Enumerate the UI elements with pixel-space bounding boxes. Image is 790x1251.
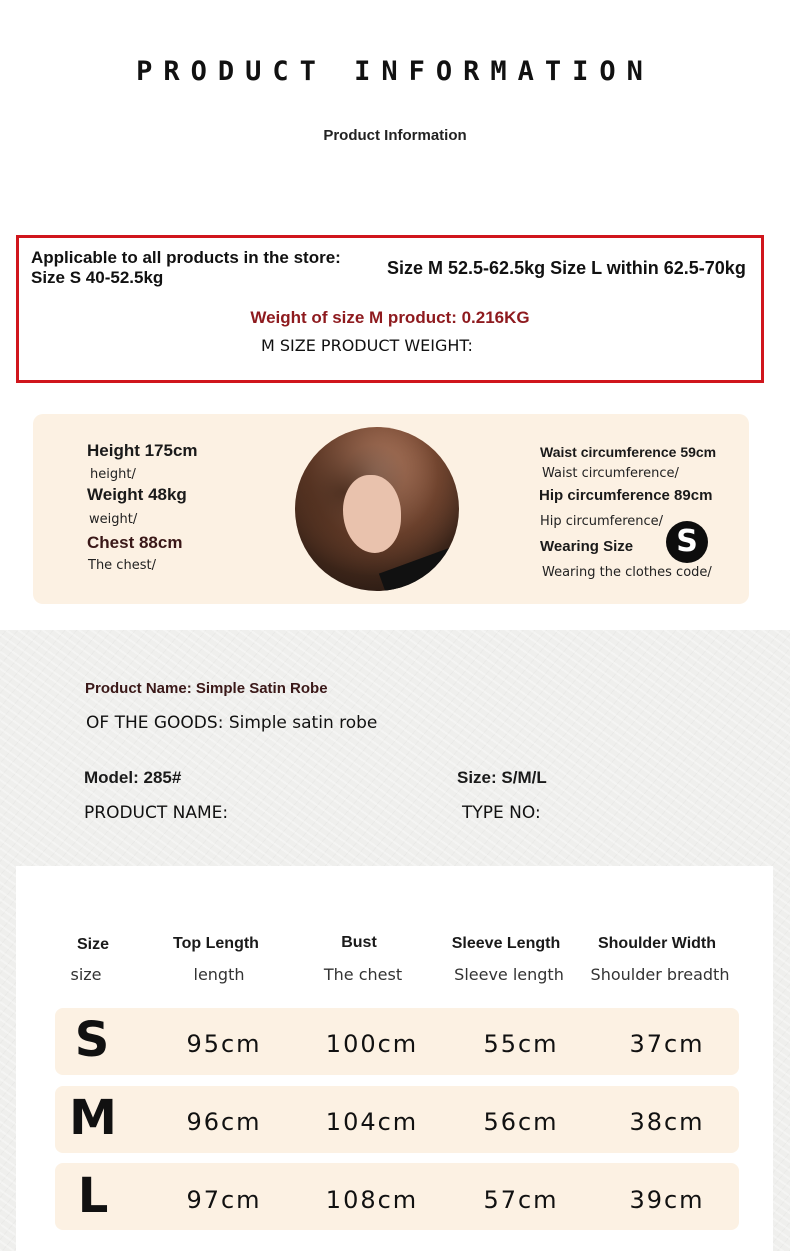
page-subtitle: Product Information [323, 127, 467, 144]
cell-top-length: 97cm [186, 1186, 262, 1214]
size-notice-box [16, 235, 764, 383]
product-sizes: Size: S/M/L [457, 768, 547, 787]
cell-shoulder: 37cm [629, 1030, 705, 1058]
wearing-size-badge: S [666, 521, 708, 563]
cell-shoulder: 39cm [629, 1186, 705, 1214]
cell-bust: 104cm [325, 1108, 419, 1136]
cell-bust: 108cm [325, 1186, 419, 1214]
notice-product-weight-en: M SIZE PRODUCT WEIGHT: [261, 336, 473, 355]
page-title: PRODUCT INFORMATION [136, 56, 654, 87]
col-header-sleeve-length: Sleeve Length [451, 935, 561, 952]
cell-bust: 100cm [325, 1030, 419, 1058]
product-name-value: OF THE GOODS: Simple satin robe [86, 713, 378, 733]
cell-sleeve: 55cm [483, 1030, 559, 1058]
model-weight: Weight 48kg [87, 485, 187, 504]
cell-sleeve: 57cm [483, 1186, 559, 1214]
model-measurements-card [33, 414, 749, 604]
cell-shoulder: 38cm [629, 1108, 705, 1136]
notice-product-weight: Weight of size M product: 0.216KG [250, 308, 530, 327]
model-wearing-size: Wearing Size [540, 538, 634, 555]
col-header-top-length: Top Length [173, 935, 259, 952]
cell-top-length: 96cm [186, 1108, 262, 1136]
product-name-label: Product Name: Simple Satin Robe [85, 680, 328, 697]
model-waist-sub: Waist circumference/ [542, 466, 679, 481]
col-header-size: Size [76, 936, 109, 953]
model-height: Height 175cm [87, 441, 198, 460]
model-waist: Waist circumference 59cm [540, 444, 717, 460]
col-subheader-size: size [70, 965, 102, 984]
model-chest-sub: The chest/ [88, 558, 156, 573]
col-header-shoulder-width: Shoulder Width [597, 935, 717, 952]
row-size-label: L [77, 1168, 109, 1224]
product-name-en: PRODUCT NAME: [84, 803, 229, 823]
model-hip-sub: Hip circumference/ [540, 514, 664, 529]
col-subheader-shoulder: Shoulder breadth [590, 965, 730, 984]
col-subheader-length: length [193, 965, 245, 984]
col-header-bust: Bust [341, 934, 377, 951]
row-size-label: S [74, 1012, 110, 1068]
model-height-sub: height/ [90, 467, 136, 482]
product-model: Model: 285# [84, 768, 182, 787]
col-subheader-sleeve: Sleeve length [454, 965, 564, 984]
model-photo [295, 427, 459, 591]
row-size-label: M [69, 1090, 117, 1146]
model-chest: Chest 88cm [87, 533, 183, 552]
model-weight-sub: weight/ [89, 512, 138, 527]
model-wearing-sub: Wearing the clothes code/ [542, 565, 712, 580]
notice-size-s: Applicable to all products in the store: Size S 40-52.5kg [31, 248, 341, 287]
notice-size-m-l: Size M 52.5-62.5kg Size L within 62.5-70kg [387, 258, 746, 278]
type-no-en: TYPE NO: [462, 803, 541, 823]
model-hip: Hip circumference 89cm [539, 487, 713, 504]
cell-top-length: 95cm [186, 1030, 262, 1058]
cell-sleeve: 56cm [483, 1108, 559, 1136]
col-subheader-chest: The chest [323, 965, 403, 984]
